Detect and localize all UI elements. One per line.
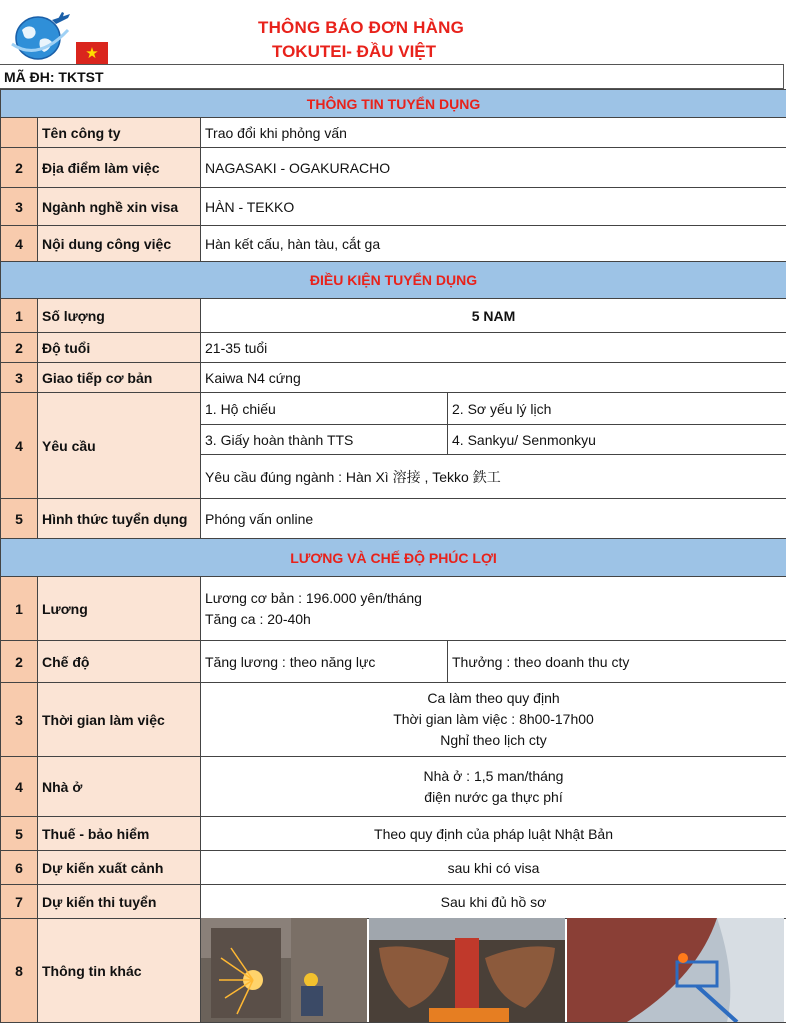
row-value-salary (201, 577, 786, 641)
housing-rent: Nhà ở : 1,5 man/tháng (423, 767, 564, 784)
row-label-other: Thông tin khác (38, 919, 201, 1023)
row-number: 4 (1, 757, 38, 817)
table-row (1, 641, 786, 683)
hours-time: Thời gian làm việc : 8h00-17h00 (393, 711, 594, 727)
table-row (1, 118, 786, 148)
row-number: 2 (1, 148, 38, 188)
row-value-company: Trao đổi khi phỏng vấn (201, 118, 786, 148)
section-title-recruitment-conditions: ĐIỀU KIỆN TUYỂN DỤNG (1, 262, 786, 299)
row-label-exam: Dự kiến thi tuyển (38, 885, 201, 919)
row-number (1, 118, 38, 148)
row-label-hours: Thời gian làm việc (38, 683, 201, 757)
row-value-language: Kaiwa N4 cứng (201, 363, 786, 393)
row-number: 5 (1, 817, 38, 851)
row-value-location: NAGASAKI - OGAKURACHO (201, 148, 786, 188)
table-row (1, 188, 786, 226)
row-label-location: Địa điểm làm việc (38, 148, 201, 188)
row-value-departure: sau khi có visa (201, 851, 786, 885)
welding-photo (201, 918, 367, 1022)
row-label-quantity: Số lượng (38, 299, 201, 333)
row-label-company: Tên công ty (38, 118, 201, 148)
row-value-bonus: Thưởng : theo doanh thu cty (448, 641, 786, 683)
globe-plane-logo-icon (8, 10, 72, 62)
housing-utilities: điện nước ga thực phí (424, 788, 563, 805)
row-number: 1 (1, 299, 38, 333)
order-table (0, 89, 786, 1023)
section-row (1, 539, 786, 577)
shipyard-photo (567, 918, 784, 1022)
row-label-language: Giao tiếp cơ bản (38, 363, 201, 393)
requirement-item: 3. Giấy hoàn thành TTS (201, 425, 448, 455)
vietnam-flag-icon (76, 42, 108, 64)
table-row (1, 683, 786, 757)
hours-shift: Ca làm theo quy định (427, 690, 560, 706)
requirement-item: 4. Sankyu/ Senmonkyu (448, 425, 786, 455)
table-row (1, 363, 786, 393)
table-row (1, 577, 786, 641)
row-label-departure: Dự kiến xuất cảnh (38, 851, 201, 885)
row-number: 3 (1, 683, 38, 757)
table-row (1, 499, 786, 539)
page-subtitle: TOKUTEI- ĐẦU VIỆT (272, 42, 437, 61)
section-title-salary-benefits: LƯƠNG VÀ CHẾ ĐỘ PHÚC LỢI (1, 539, 786, 577)
requirement-item: 1. Hộ chiếu (201, 393, 448, 425)
row-number: 2 (1, 333, 38, 363)
row-label-regime: Chế độ (38, 641, 201, 683)
section-title-recruitment-info: THÔNG TIN TUYỂN DỤNG (1, 90, 786, 118)
row-number: 4 (1, 226, 38, 262)
row-number: 3 (1, 188, 38, 226)
salary-overtime: Tăng ca : 20-40h (205, 610, 311, 627)
page-title: THÔNG BÁO ĐƠN HÀNG (258, 18, 465, 37)
row-value-housing (201, 757, 786, 817)
row-value-age: 21-35 tuổi (201, 333, 786, 363)
table-row (1, 885, 786, 919)
row-number: 6 (1, 851, 38, 885)
table-row (1, 299, 786, 333)
row-value-tax: Theo quy định của pháp luật Nhật Bản (201, 817, 786, 851)
table-row (1, 226, 786, 262)
row-label-format: Hình thức tuyển dụng (38, 499, 201, 539)
section-row (1, 262, 786, 299)
row-value-quantity: 5 NAM (201, 299, 786, 333)
row-number: 3 (1, 363, 38, 393)
row-label-housing: Nhà ở (38, 757, 201, 817)
row-label-visa: Ngành nghề xin visa (38, 188, 201, 226)
row-value-hours (201, 683, 786, 757)
row-number: 1 (1, 577, 38, 641)
table-row (1, 148, 786, 188)
row-value-raise: Tăng lương : theo năng lực (201, 641, 448, 683)
table-row (1, 817, 786, 851)
row-number: 7 (1, 885, 38, 919)
row-label-tax: Thuế - bảo hiểm (38, 817, 201, 851)
ship-hull-photo (369, 918, 565, 1022)
table-row (1, 333, 786, 363)
row-label-job: Nội dung công việc (38, 226, 201, 262)
order-code: MÃ ĐH: TKTST (0, 64, 784, 89)
section-row (1, 90, 786, 118)
hours-holiday: Nghỉ theo lịch cty (440, 732, 547, 748)
row-value-job: Hàn kết cấu, hàn tàu, cắt ga (201, 226, 786, 262)
row-value-visa: HÀN - TEKKO (201, 188, 786, 226)
table-row (1, 757, 786, 817)
flag-star-icon: ★ (85, 44, 99, 62)
row-value-format: Phóng vấn online (201, 499, 786, 539)
row-number: 2 (1, 641, 38, 683)
salary-base: Lương cơ bản : 196.000 yên/tháng (205, 589, 422, 606)
row-number: 8 (1, 919, 38, 1023)
row-number: 5 (1, 499, 38, 539)
row-label-age: Độ tuổi (38, 333, 201, 363)
table-row (1, 851, 786, 885)
table-row (1, 393, 786, 425)
row-value-exam: Sau khi đủ hồ sơ (201, 885, 786, 919)
row-label-salary: Lương (38, 577, 201, 641)
row-number: 4 (1, 393, 38, 499)
requirement-trade-note: Yêu cầu đúng ngành : Hàn Xì 溶接 , Tekko 鉄工 (201, 455, 786, 499)
requirement-item: 2. Sơ yếu lý lịch (448, 393, 786, 425)
row-label-requirements: Yêu cầu (38, 393, 201, 499)
header (0, 0, 786, 64)
